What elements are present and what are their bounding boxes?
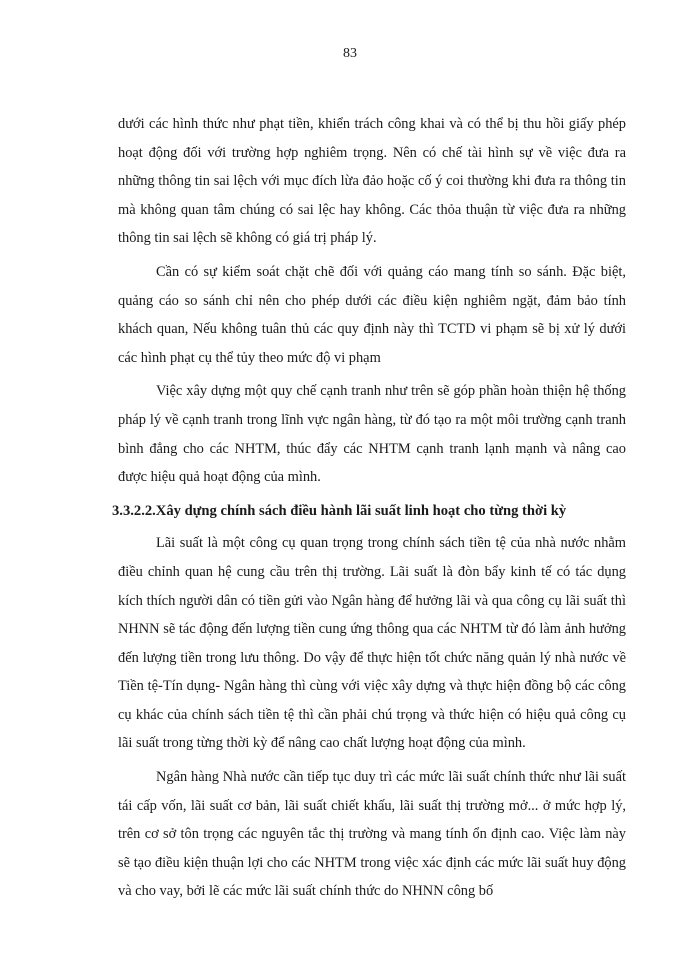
paragraph-2: Cần có sự kiểm soát chặt chẽ đối với quảng cáo mang tính so sánh. Đặc biệt, quảng cáo so sánh chỉ nên cho phép dưới các điều kiện nghiêm ngặt, đảm bảo tính khách quan, Nếu không tuân thủ các quy định này thì TCTD vi phạm sẽ bị xử lý dưới các hình phạt cụ thể tủy theo mức độ vi phạm bbox=[118, 263, 626, 366]
body-text bbox=[112, 110, 626, 911]
paragraph-5: Ngân hàng Nhà nước cần tiếp tục duy trì các mức lãi suất chính thức như lãi suất tái cấp vốn, lãi suất cơ bản, lãi suất chiết khấu, lãi suất thị trường mở... ở mức hợp lý, trên cơ sở tôn trọng các nguyên tắc thị trường và mang tính ổn định cao. Việc làm này sẽ tạo điều kiện thuận lợi cho các NHTM trong việc xác định các mức lãi suất huy động và cho vay, bởi lẽ các mức lãi suất chính thức do NHNN công bố bbox=[118, 769, 626, 900]
section-heading: 3.3.2.2.Xây dựng chính sách điều hành lãi suất linh hoạt cho từng thời kỳ bbox=[112, 502, 567, 519]
paragraph-4: Lãi suất là một công cụ quan trọng trong chính sách tiền tệ của nhà nước nhằm điều chỉnh quan hệ cung cầu trên thị trường. Lãi suất là đòn bẩy kinh tế có tác dụng kích thích người dân có tiền gửi vào Ngân hàng để hưởng lãi và qua công cụ lãi suất thì NHNN sẽ tác động đến lượng tiền cung ứng thông qua các NHTM từ đó làm ảnh hưởng đến lượng tiền trong lưu thông. Do vậy để thực hiện tốt chức năng quản lý nhà nước về Tiền tệ-Tín dụng- Ngân hàng thì cùng với việc xây dựng và thực hiện đồng bộ các công cụ khác của chính sách tiền tệ thì cần phải chú trọng và thức hiện có hiệu quả công cụ lãi suất trong từng thời kỳ để nâng cao chất lượng hoạt động của mình. bbox=[118, 535, 626, 752]
page-number: 83 bbox=[343, 46, 357, 61]
paragraph-3: Việc xây dựng một quy chế cạnh tranh như trên sẽ góp phần hoàn thiện hệ thống pháp lý về cạnh tranh trong lĩnh vực ngân hàng, từ đó tạo ra một môi trường cạnh tranh bình đẳng cho các NHTM, thúc đẩy các NHTM cạnh tranh lạnh mạnh và nâng cao được hiệu quả hoạt động của mình. bbox=[118, 383, 626, 486]
paragraph-1: dưới các hình thức như phạt tiền, khiển trách công khai và có thể bị thu hồi giấy phép hoạt động đối với trường hợp nghiêm trọng. Nên có chế tài hình sự về việc đưa ra những thông tin sai lệch với mục đích lừa đảo hoặc cố ý coi thường khi đưa ra thông tin mà không quan tâm chúng có sai lệc hay không. Các thỏa thuận từ việc đưa ra những thông tin sai lệch sẽ không có giá trị pháp lý. bbox=[118, 116, 626, 247]
